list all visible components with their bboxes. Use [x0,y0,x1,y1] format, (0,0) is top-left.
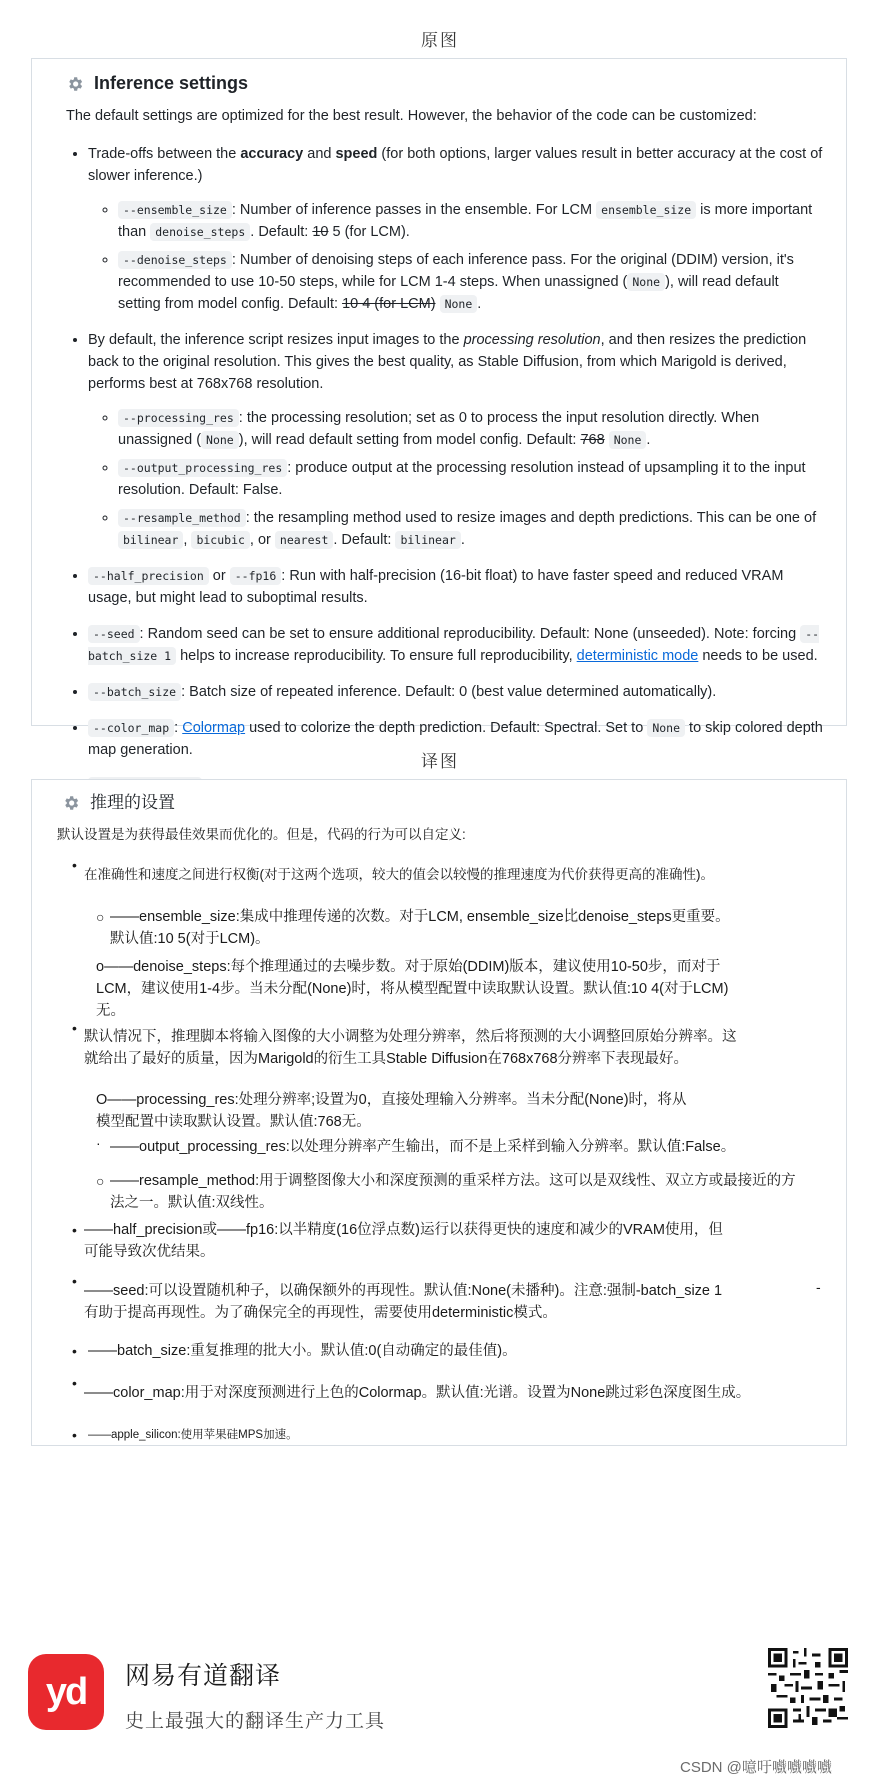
translated-processing-res: O——processing_res:处理分辨率;设置为0，直接处理输入分辨率。当未分配(None)时，将从模型配置中读取默认设置。默认值:768无。 [96,1092,687,1130]
deterministic-mode-link[interactable]: deterministic mode [576,648,699,664]
translated-resolution: 默认情况下，推理脚本将输入图像的大小调整为处理分辨率，然后将预测的大小调整回原始分辨率。这就给出了最好的质量，因为Marigold的衍生工具Stable Diffusion在768x768分辨率下表现最好。 [84,1029,737,1067]
bullet: • [72,1273,77,1289]
original-panel [31,58,847,758]
bullet: • [72,1427,77,1443]
list-item-resample-method: ◦ --resample_method : the resampling method used to resize images and depth predictions. This can be one of bilinear , bicubic , or nearest . Default: bilinear . [118,507,824,551]
translated-seed: ——seed:可以设置随机种子，以确保额外的再现性。默认值:None(未播种)。注意:强制-batch_size 1有助于提高再现性。为了确保完全的再现性，需要使用deterministic模式。 [84,1283,723,1321]
translated-ensemble-size: ——ensemble_size:集成中推理传递的次数。对于LCM, ensemble_size比denoise_steps更重要。默认值:10 5(对于LCM)。 [110,909,730,947]
translated-half-precision: ——half_precision或——fp16:以半精度(16位浮点数)运行以获得更快的速度和减少的VRAM使用，但可能导致次优结果。 [84,1222,723,1260]
translated-output-processing-res: ——output_processing_res:以处理分辨率产生输出，而不是上采样到输入分辨率。默认值:False。 [110,1139,736,1155]
translated-title: 推理的设置 [90,793,175,812]
youdao-logo: yd [28,1654,104,1730]
gear-icon [62,794,80,812]
bullet: · [96,1135,101,1151]
bullet: • [72,1222,77,1238]
list-item-output-processing-res: ◦ --output_processing_res : produce output at the processing resolution instead of upsampling it to the input resolution. Default: False. [118,457,824,501]
panel-title: Inference settings [94,73,249,93]
colormap-link[interactable]: Colormap [182,720,246,736]
gear-icon [66,75,84,93]
list-item-resolution: • By default, the inference script resizes input images to the processing resolution, and then resizes the prediction back to the original resolution. This gives the best quality, as Stable Diffusion, from which Marigold is derived, performs best at 768x768 resolution. ◦ --processing_res : the processing resolution; set as 0 to process the input resolution directly. When unassigned ( None ), will read default setting from model config. Default: 768 None . ◦ --output_processing_res : produce output at the processing resolution instead of upsampling it to the input resolution. Default: False. ◦ --resample_method : the resampling method used to resize images and depth predictions. This can be one of bilinear , bicubic , or nearest . Default: bilinear . [88,329,824,551]
bullet: • [72,1020,77,1036]
translated-apple-silicon: ——apple_silicon:使用苹果硅MPS加速。 [88,1429,298,1441]
translated-tradeoffs: 在准确性和速度之间进行权衡(对于这两个选项，较大的值会以较慢的推理速度为代价获得更高的准确性)。 [84,867,714,882]
bullet: • [72,1375,77,1391]
translated-heading [62,792,175,814]
translated-color-map: ——color_map:用于对深度预测进行上色的Colormap。默认值:光谱。设置为None跳过彩色深度图生成。 [84,1385,751,1401]
translated-intro: 默认设置是为获得最佳效果而优化的。但是，代码的行为可以自定义: [57,827,466,842]
translated-panel [31,779,847,1446]
settings-list [66,143,824,797]
inference-settings-heading [66,73,824,94]
list-item-tradeoffs: • Trade-offs between the accuracy and speed (for both options, larger values result in better accuracy at the cost of slower inference.) ◦ --ensemble_size : Number of inference passes in the ensemble. For LCM ensemble_size is more important than denoise_steps . Default: 10 5 (for LCM). ◦ --denoise_steps : Number of denoising steps of each inference pass. For the original (DDIM) version, it's recommended to use 10-50 steps, while for LCM 1-4 steps. When unassigned ( None ), will read default setting from model config. Default: 10 4 (for LCM) None . [88,143,824,315]
list-item-denoise-steps: ◦ --denoise_steps : Number of denoising steps of each inference pass. For the original (DDIM) version, it's recommended to use 10-50 steps, while for LCM 1-4 steps. When unassigned ( None ), will read default setting from model config. Default: 10 4 (for LCM) None . [118,249,824,315]
list-item-half-precision: • --half_precision or --fp16 : Run with half-precision (16-bit float) to have faster speed and reduced VRAM usage, but might lead to suboptimal results. [88,565,824,609]
stray-dash: - [816,1279,821,1295]
brand-name: 网易有道翻译 [125,1662,282,1690]
original-label: 原图 [421,31,459,50]
bullet: ○ [96,909,105,925]
bullet: ○ [96,1173,105,1189]
translated-denoise-steps: o——denoise_steps:每个推理通过的去噪步数。对于原始(DDIM)版本，建议使用10-50步，而对于LCM，建议使用1-4步。当未分配(None)时，将从模型配置中读取默认设置。默认值:10 4(对于LCM)无。 [96,959,729,1019]
csdn-watermark: CSDN @噫吁嚱嚱嚱嚱 [680,1759,832,1776]
translated-resample-method: ——resample_method:用于调整图像大小和深度预测的重采样方法。这可以是双线性、双立方或最接近的方法之一。默认值:双线性。 [110,1173,796,1211]
list-item-seed: • --seed : Random seed can be set to ensure additional reproducibility. Default: None (unseeded). Note: forcing --batch_size 1 helps to increase reproducibility. To ensure full reproducibility, deterministic mode needs to be used. [88,623,824,667]
intro-text: The default settings are optimized for the best result. However, the behavior of the code can be customized: [66,108,757,124]
qr-code-icon [768,1648,848,1728]
list-item-ensemble-size: ◦ --ensemble_size : Number of inference passes in the ensemble. For LCM ensemble_size is more important than denoise_steps . Default: 10 5 (for LCM). [118,199,824,243]
list-item-color-map: • --color_map : Colormap used to colorize the depth prediction. Default: Spectral. Set to None to skip colored depth map generation. [88,717,824,761]
list-item-batch-size: • --batch_size : Batch size of repeated inference. Default: 0 (best value determined automatically). [88,681,824,703]
brand-slogan: 史上最强大的翻译生产力工具 [125,1711,386,1732]
bullet: • [72,857,77,873]
translated-batch-size: ——batch_size:重复推理的批大小。默认值:0(自动确定的最佳值)。 [88,1343,517,1359]
translated-label: 译图 [421,752,459,771]
list-item-processing-res: ◦ --processing_res : the processing resolution; set as 0 to process the input resolution directly. When unassigned ( None ), will read default setting from model config. Default: 768 None . [118,407,824,451]
bullet: • [72,1343,77,1359]
